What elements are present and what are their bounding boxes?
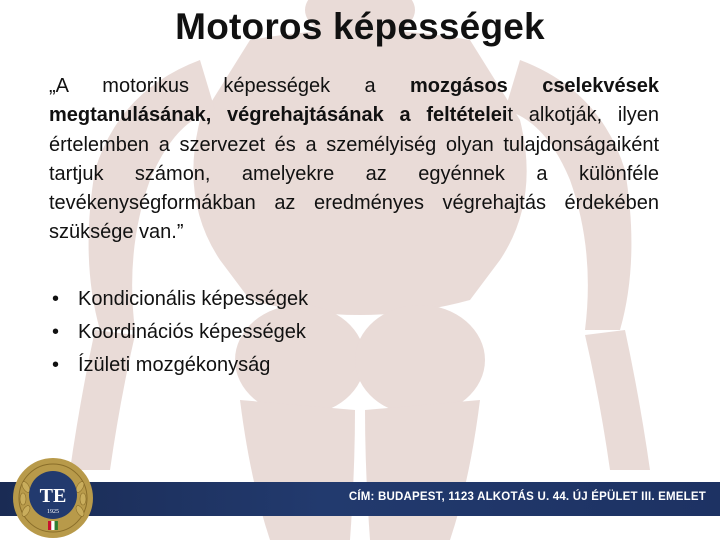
footer-address: CÍM: BUDAPEST, 1123 ALKOTÁS U. 44. ÚJ ÉPÜLET III. EMELET (348, 491, 706, 503)
footer-band (0, 482, 720, 516)
list-item (52, 349, 552, 382)
bullet-icon: • (52, 354, 60, 376)
list-item-label: Kondicionális képességek (78, 288, 309, 310)
quote-text-start: „A motorikus képességek a (49, 75, 410, 97)
logo-year: 1925 (47, 509, 59, 515)
definition-quote (49, 72, 659, 248)
list-item-label: Koordinációs képességek (78, 321, 306, 343)
list-item (52, 316, 552, 349)
slide-title: Motoros képességek (175, 6, 545, 47)
logo-monogram: TE (39, 485, 67, 507)
list-item-label: Ízületi mozgékonyság (78, 354, 271, 376)
university-seal-logo (12, 457, 94, 539)
list-item (52, 283, 552, 316)
ability-list (52, 283, 552, 382)
bullet-icon: • (52, 321, 60, 343)
bullet-icon: • (52, 288, 60, 310)
quote-text-bold: mozgásos cselekvések megtanulásának, végrehajtásának a feltételei (49, 75, 659, 127)
quote-text-end: t alkotják, ilyen értelemben a szervezet és a személyiség olyan tulajdonságaiként tartjuk számon, amelyekre az egyénnek a különféle tevékenységformákban az eredményes végrehajtás érdekében szüksége van.” (49, 104, 660, 244)
